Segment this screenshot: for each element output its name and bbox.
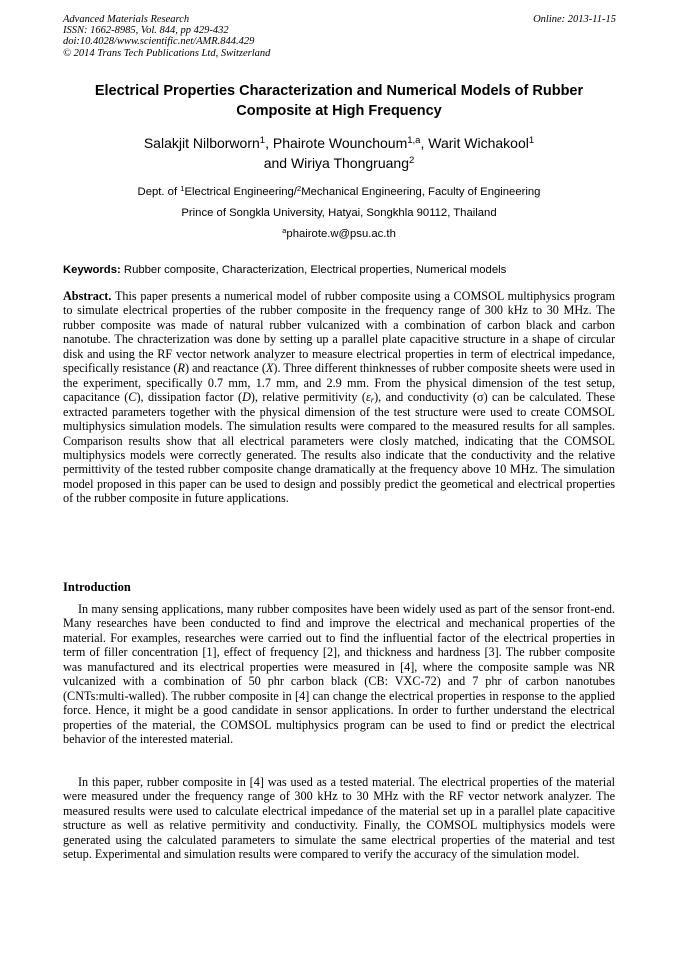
author-list bbox=[40, 133, 638, 173]
abstract bbox=[63, 289, 615, 506]
affiliation-dept bbox=[40, 185, 638, 199]
abstract-symbol: r bbox=[370, 394, 375, 405]
title-line-1: Electrical Properties Characterization and Numerical Models of Rubber bbox=[94, 83, 584, 99]
title-line-2: Composite at High Frequency bbox=[236, 103, 442, 119]
keywords-label: Keywords: bbox=[63, 264, 121, 276]
author-affil-mark: 1 bbox=[259, 134, 266, 146]
abstract-symbol: ε bbox=[365, 390, 371, 405]
affil-mark: 1 bbox=[180, 183, 185, 193]
affiliation-email bbox=[40, 227, 638, 241]
author-name: and Wiriya Thongruang bbox=[263, 155, 409, 171]
abstract-text: ), dissipation factor ( bbox=[136, 390, 243, 405]
abstract-symbol: σ bbox=[477, 390, 484, 405]
keywords-text: Rubber composite, Characterization, Electrical properties, Numerical models bbox=[120, 264, 507, 276]
email-mark: a bbox=[282, 225, 287, 235]
abstract-text: ), and conductivity ( bbox=[374, 390, 477, 405]
paper-title bbox=[40, 81, 638, 121]
affiliation-university: Prince of Songkla University, Hatyai, Songkhla 90112, Thailand bbox=[181, 207, 497, 219]
author-affil-mark: 2 bbox=[408, 154, 415, 166]
abstract-symbol: C bbox=[128, 390, 137, 405]
copyright-line: © 2014 Trans Tech Publications Ltd, Switzerland bbox=[63, 47, 271, 59]
authors-line-2 bbox=[40, 153, 638, 173]
intro-paragraph-2: In this paper, rubber composite in [4] was used as a tested material. The electrical properties of the material were measured under the frequency range of 300 kHz to 30 MHz with the RF vector network analyzer. The measured results were used to calculate electrical impedance of the material set up in a parallel plate capacitive structure as well as relative permitivity and conductivity. Finally, the COMSOL multiphysics models were generated using the calculated parameters to simulate the same electrical properties of the material and test setup. Experimental and simulation results were compared to verify the accuracy of the simulation model. bbox=[63, 775, 615, 862]
abstract-text: ), relative permitivity ( bbox=[250, 390, 366, 405]
journal-name: Advanced Materials Research bbox=[63, 14, 190, 25]
abstract-text: ) and reactance ( bbox=[184, 361, 266, 376]
affil-text: Electrical Engineering/ bbox=[184, 186, 297, 198]
email-address[interactable]: phairote.w@psu.ac.th bbox=[286, 228, 396, 240]
issn-line: ISSN: 1662-8985, Vol. 844, pp 429-432 bbox=[63, 25, 229, 37]
author-name: , Phairote Wounchoum bbox=[265, 135, 408, 151]
intro-paragraph-1: In many sensing applications, many rubber composites have been widely used as part of the sensor front-end. Many researches have been conducted to find and improve the electrical and mechanical properties of the material. For examples, researches were carried out to find the influential factor of the electrical properties in term of filler concentration [1], effect of frequency [2], and thickness and hardness [3]. The rubber composite was manufactured and its electrical properties were measured in [4], where the composite sample was NR vulcanized with a combination of 50 phr carbon black (CB: VXC-72) and 7 phr of carbon nanotubes (CNTs:multi-walled). The rubber composite in [4] can change the electrical properties in response to the applied force. Hence, it might be a good candidate in sensor applications. In order to further understand the electrical properties of the material, the COMSOL multiphysics program can be used to find or predict the electrical behavior of the interested material. bbox=[63, 602, 615, 747]
affil-text: Dept. of bbox=[137, 186, 181, 198]
abstract-text: ) can be calculated. These extracted parameters together with the physical dimension of the test structure were used to create COMSOL multiphysics simulation models. The simulation results were compared to the measured results for all samples. Comparison results show that all electrical parameters were closly matched, indicating that the COMSOL multiphysics models were correctly generated. The results also indicate that the conductivity and the relative permittivity of the tested rubber composite change dramatically at the frequency above 10 MHz. The simulation model proposed in this paper can be used to design and possibly predict the geometical and electrical properties of the rubber composite in future applications. bbox=[63, 390, 615, 506]
author-affil-mark: 1,a bbox=[407, 134, 421, 146]
online-date: Online: 2013-11-15 bbox=[533, 14, 616, 25]
journal-header bbox=[63, 14, 616, 59]
author-name: Salakjit Nilborworn bbox=[143, 135, 260, 151]
doi-line: doi:10.4028/www.scientific.net/AMR.844.429 bbox=[63, 36, 255, 48]
author-affil-mark: 1 bbox=[528, 134, 535, 146]
affil-mark: 2 bbox=[296, 183, 302, 193]
abstract-symbol: X bbox=[265, 361, 274, 376]
abstract-label: Abstract. bbox=[63, 289, 112, 303]
abstract-text: This paper presents a numerical model of rubber composite using a COMSOL multiphysics program to simulate electrical properties of the rubber composite in the frequency range of 300 kHz to 30 MHz. The rubber composite was made of natural rubber vulcanized with a combination of carbon black and carbon nanotube. The chracterization was done by setting up a parallel plate capacitive structure in a shape of circular disk and using the RF vector network analyzer to measure electrical properties in term of electrical impedance, specifically resistance ( bbox=[63, 289, 615, 376]
introduction-heading: Introduction bbox=[63, 580, 131, 594]
authors-line-1 bbox=[40, 133, 638, 153]
affil-text: Mechanical Engineering, Faculty of Engineering bbox=[301, 186, 541, 198]
keywords bbox=[63, 263, 623, 277]
abstract-symbol: R bbox=[177, 361, 185, 376]
abstract-text: ). Three different thinknesses of rubber composite sheets were used in the experiment, specifically 0.7 mm, 1.7 mm, and 2.9 mm. From the physical dimension of the test setup, capacitance ( bbox=[63, 361, 615, 405]
author-name: , Warit Wichakool bbox=[420, 135, 529, 151]
abstract-symbol: D bbox=[242, 390, 251, 405]
